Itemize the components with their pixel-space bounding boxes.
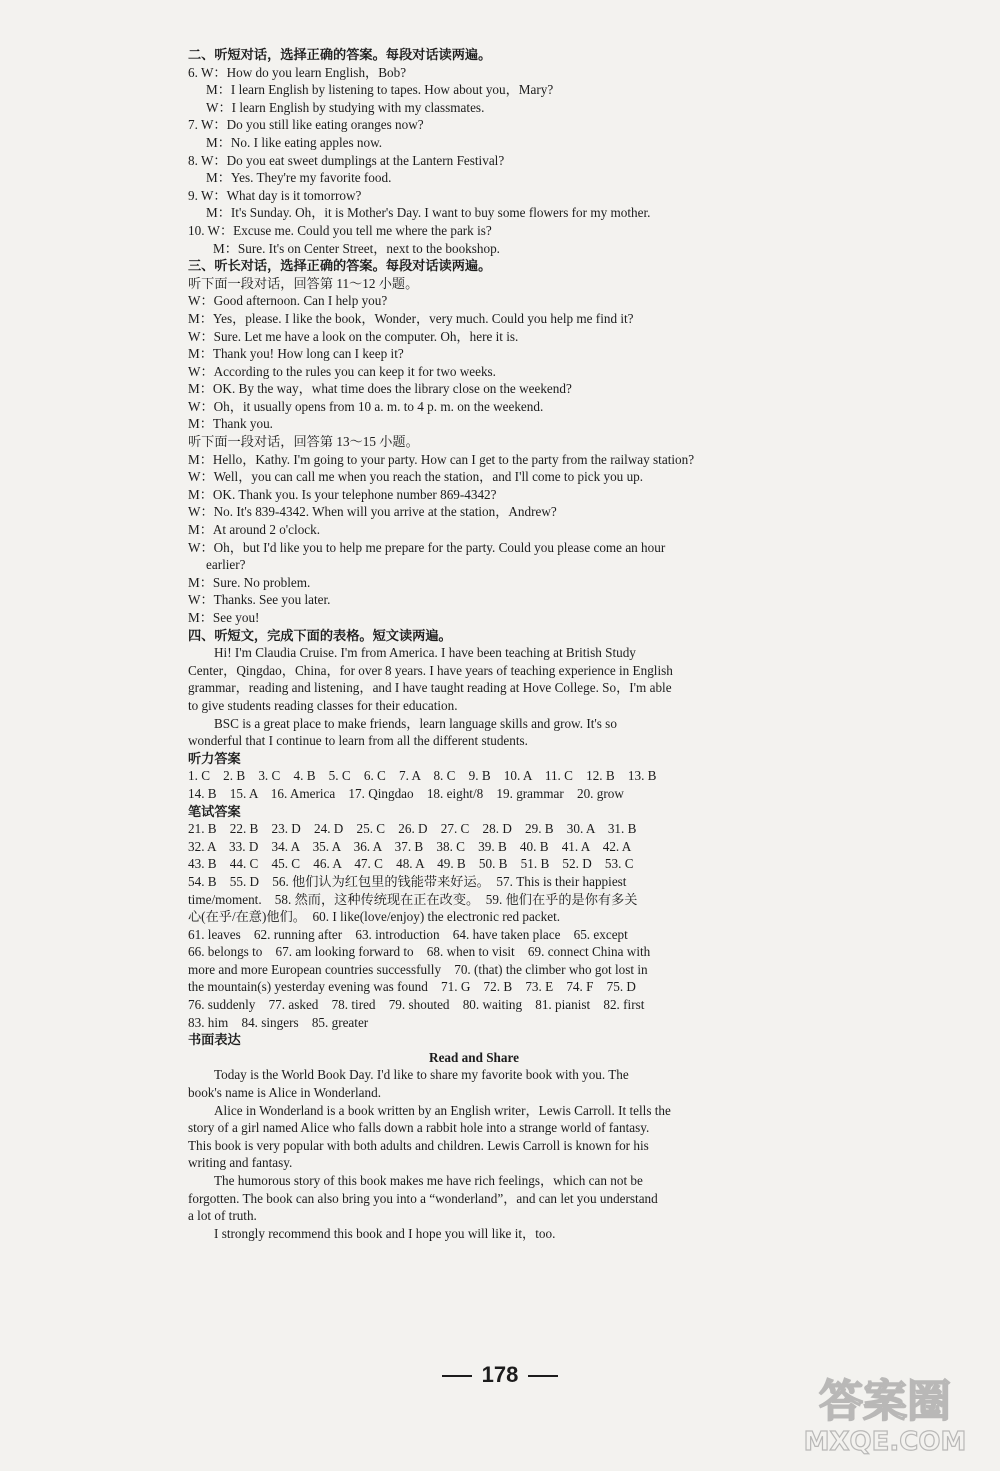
text-line: 心(在乎/在意)他们。 60. I like(love/enjoy) the electronic red packet. — [188, 909, 561, 925]
text-line: W：No. It's 839-4342. When will you arrive at the station，Andrew? — [188, 504, 557, 520]
text-line: book's name is Alice in Wonderland. — [188, 1085, 381, 1101]
text-line: W：Thanks. See you later. — [188, 592, 331, 608]
text-line: 8. W：Do you eat sweet dumplings at the Lantern Festival? — [188, 152, 505, 168]
text-line: a lot of truth. — [188, 1208, 257, 1224]
text-line: M：Thank you! How long can I keep it? — [188, 346, 404, 362]
watermark-url: MXQE.COM — [803, 1427, 967, 1457]
section-heading: 笔试答案 — [188, 803, 241, 819]
text-line: 听下面一段对话，回答第 13～15 小题。 — [188, 434, 419, 450]
text-line: W：Oh，but I'd like you to help me prepare for the party. Could you please come an hour — [188, 539, 666, 555]
text-line: 6. W：How do you learn English，Bob? — [188, 64, 407, 80]
text-line: W：Sure. Let me have a look on the computer. Oh，here it is. — [188, 328, 519, 344]
text-line: W：Well，you can call me when you reach the station，and I'll come to pick you up. — [188, 469, 644, 485]
section-heading: 二、听短对话，选择正确的答案。每段对话读两遍。 — [188, 47, 492, 62]
text-line: to give students reading classes for their education. — [188, 697, 458, 713]
section-heading: 四、听短文，完成下面的表格。短文读两遍。 — [188, 627, 452, 643]
text-line: Center，Qingdao，China，for over 8 years. I have years of teaching experience in English — [188, 662, 673, 678]
answer-page-content — [188, 46, 760, 1242]
text-line: W：I learn English by studying with my classmates. — [206, 99, 485, 115]
text-line: M：Yes，please. I like the book，Wonder，very much. Could you help me find it? — [188, 310, 634, 326]
text-line: 7. W：Do you still like eating oranges now? — [188, 117, 424, 133]
text-line: M：No. I like eating apples now. — [206, 134, 383, 150]
text-line: M：Sure. It's on Center Street，next to the bookshop. — [213, 240, 500, 256]
text-line: 54. B 55. D 56. 他们认为红包里的钱能带来好运。 57. This is their happiest — [188, 873, 627, 889]
text-line: wonderful that I continue to learn from all the different students. — [188, 733, 528, 749]
text-line: M：Hello，Kathy. I'm going to your party. How can I get to the party from the railway station? — [188, 451, 695, 467]
text-line: W：According to the rules you can keep it for two weeks. — [188, 363, 496, 379]
text-line: time/moment. 58. 然而，这种传统现在正在改变。 59. 他们在乎的是你有多关 — [188, 891, 638, 907]
text-line: M：At around 2 o'clock. — [188, 522, 321, 538]
text-line: forgotten. The book can also bring you into a “wonderland”，and can let you understand — [188, 1190, 658, 1206]
text-line: story of a girl named Alice who falls down a rabbit hole into a strange world of fantasy. — [188, 1120, 650, 1136]
text-line: M：Thank you. — [188, 416, 273, 432]
watermark-cn: 答案圈 — [819, 1376, 951, 1427]
text-line: grammar，reading and listening，and I have taught reading at Hove College. So，I'm able — [188, 680, 672, 696]
text-line: Hi! I'm Claudia Cruise. I'm from America. I have been teaching at British Study — [214, 645, 636, 661]
text-line: 10. W：Excuse me. Could you tell me where the park is? — [188, 222, 492, 238]
text-line: This book is very popular with both adults and children. Lewis Carroll is known for his — [188, 1137, 649, 1153]
text-line: Today is the World Book Day. I'd like to share my favorite book with you. The — [214, 1067, 629, 1083]
text-line: the mountain(s) yesterday evening was found 71. G 72. B 73. E 74. F 75. D — [188, 979, 636, 995]
text-line: The humorous story of this book makes me have rich feelings，which can not be — [214, 1173, 643, 1188]
text-line: 32. A 33. D 34. A 35. A 36. A 37. B 38. C 39. B 40. B 41. A 42. A — [188, 838, 632, 854]
text-line: M：Sure. No problem. — [188, 574, 311, 590]
text-line: 66. belongs to 67. am looking forward to 68. when to visit 69. connect China with — [188, 944, 651, 960]
text-line: 听下面一段对话，回答第 11～12 小题。 — [188, 275, 419, 291]
text-line: I strongly recommend this book and I hope you will like it，too. — [214, 1225, 556, 1241]
text-line: earlier? — [206, 557, 246, 573]
text-line: M：OK. By the way，what time does the library close on the weekend? — [188, 381, 572, 397]
essay-title: Read and Share — [429, 1049, 519, 1065]
section-heading: 三、听长对话，选择正确的答案。每段对话读两遍。 — [188, 258, 492, 274]
text-line: W：Oh，it usually opens from 10 a. m. to 4 p. m. on the weekend. — [188, 398, 544, 414]
text-line: W：Good afternoon. Can I help you? — [188, 293, 388, 309]
text-line: writing and fantasy. — [188, 1155, 293, 1171]
text-line: M：See you! — [188, 610, 260, 625]
text-line: 61. leaves 62. running after 63. introduction 64. have taken place 65. except — [188, 926, 628, 942]
text-line: 83. him 84. singers 85. greater — [188, 1014, 369, 1030]
text-line: 14. B 15. A 16. America 17. Qingdao 18. eight/8 19. grammar 20. grow — [188, 785, 624, 801]
section-heading: 书面表达 — [188, 1032, 241, 1048]
text-line: 43. B 44. C 45. C 46. A 47. C 48. A 49. B 50. B 51. B 52. D 53. C — [188, 856, 634, 872]
text-line: 1. C 2. B 3. C 4. B 5. C 6. C 7. A 8. C 9. B 10. A 11. C 12. B 13. B — [188, 768, 657, 784]
footer-dash-right — [528, 1375, 558, 1377]
footer-dash-left — [442, 1375, 472, 1377]
section-heading: 听力答案 — [188, 750, 241, 766]
text-line: M：OK. Thank you. Is your telephone number 869-4342? — [188, 486, 497, 502]
page-number: 178 — [481, 1362, 519, 1387]
text-line: 21. B 22. B 23. D 24. D 25. C 26. D 27. C 28. D 29. B 30. A 31. B — [188, 821, 637, 837]
text-line: M：Yes. They're my favorite food. — [206, 170, 392, 186]
watermark-logo — [790, 1364, 980, 1459]
text-line: 9. W：What day is it tomorrow? — [188, 187, 362, 203]
text-line: M：I learn English by listening to tapes. How about you，Mary? — [206, 82, 554, 98]
text-line: Alice in Wonderland is a book written by an English writer，Lewis Carroll. It tells the — [214, 1102, 671, 1118]
text-line: BSC is a great place to make friends，learn language skills and grow. It's so — [214, 715, 617, 731]
text-line: 76. suddenly 77. asked 78. tired 79. shouted 80. waiting 81. pianist 82. first — [188, 997, 645, 1013]
text-line: more and more European countries successfully 70. (that) the climber who got lost in — [188, 961, 648, 977]
text-line: M：It's Sunday. Oh，it is Mother's Day. I want to buy some flowers for my mother. — [206, 205, 651, 221]
